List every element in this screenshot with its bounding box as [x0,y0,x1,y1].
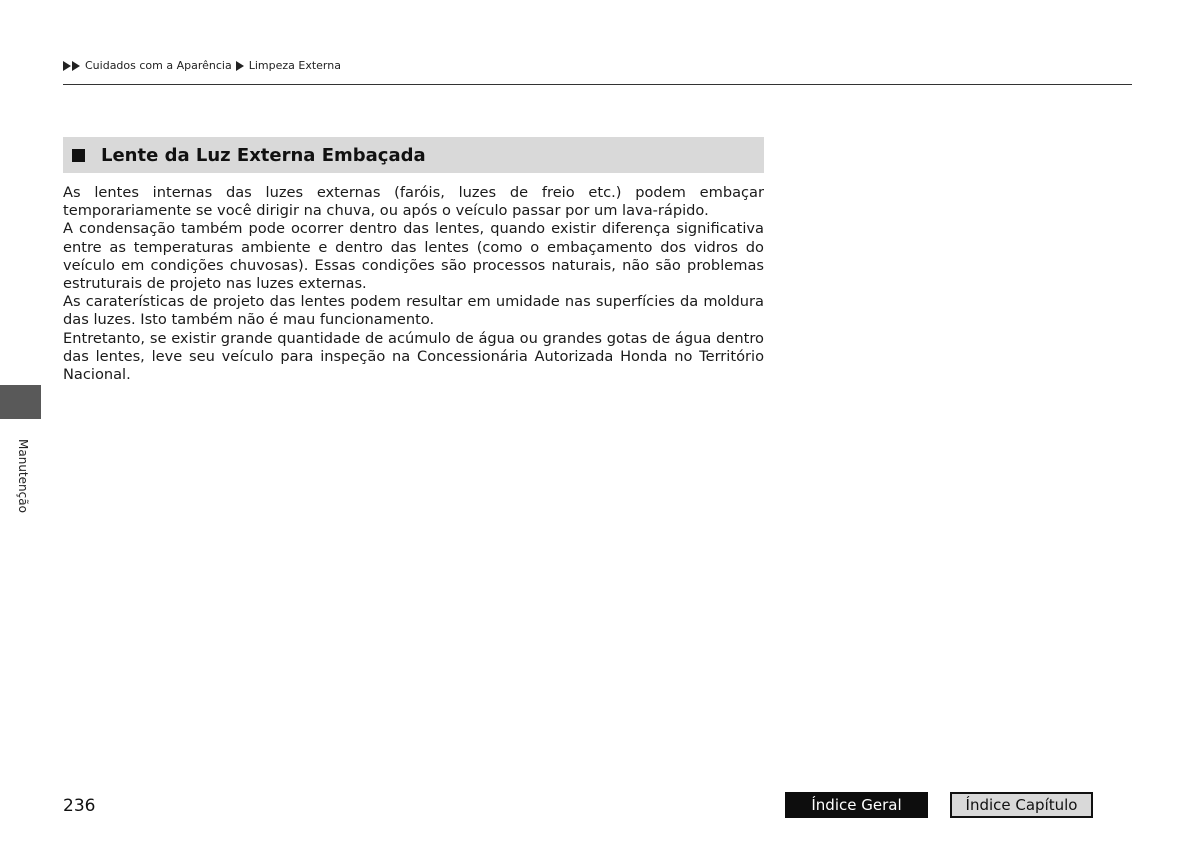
paragraph: A condensação também pode ocorrer dentro das lentes, quando existir diferença significativa entre as temperaturas ambiente e dentro das lentes (como o embaçamento dos vidros do veículo em condições chuvosas). Essas condições são processos naturais, não são problemas estruturais de projeto nas luzes externas. [63,220,764,293]
paragraph: As lentes internas das luzes externas (faróis, luzes de freio etc.) podem embaçar temporariamente se você dirigir na chuva, ou após o veículo passar por um lava-rápido. [63,184,764,220]
breadcrumb-separator-icon [236,61,244,71]
breadcrumb-arrow-icon [63,61,71,71]
chapter-tab-marker[interactable] [0,385,41,419]
breadcrumb-item-exterior-cleaning[interactable]: Limpeza Externa [248,59,341,72]
chapter-index-button[interactable]: Índice Capítulo [950,792,1093,818]
section-header [63,137,764,173]
paragraph: Entretanto, se existir grande quantidade de acúmulo de água ou grandes gotas de água dentro das lentes, leve seu veículo para inspeção na Concessionária Autorizada Honda no Território Nacional. [63,329,764,384]
breadcrumb-arrow-icon [72,61,80,71]
breadcrumb [63,59,341,72]
breadcrumb-item-appearance-care[interactable]: Cuidados com a Aparência [85,59,232,72]
paragraph: As caraterísticas de projeto das lentes podem resultar em umidade nas superfícies da moldura das luzes. Isto também não é mau funcionamento. [63,293,764,329]
chapter-side-label: Manutenção [16,439,30,513]
page-number: 236 [63,796,96,816]
section-bullet-icon [72,149,85,162]
header-divider [63,84,1132,85]
body-text [63,184,764,384]
general-index-button[interactable]: Índice Geral [785,792,928,818]
section-title: Lente da Luz Externa Embaçada [101,144,426,166]
